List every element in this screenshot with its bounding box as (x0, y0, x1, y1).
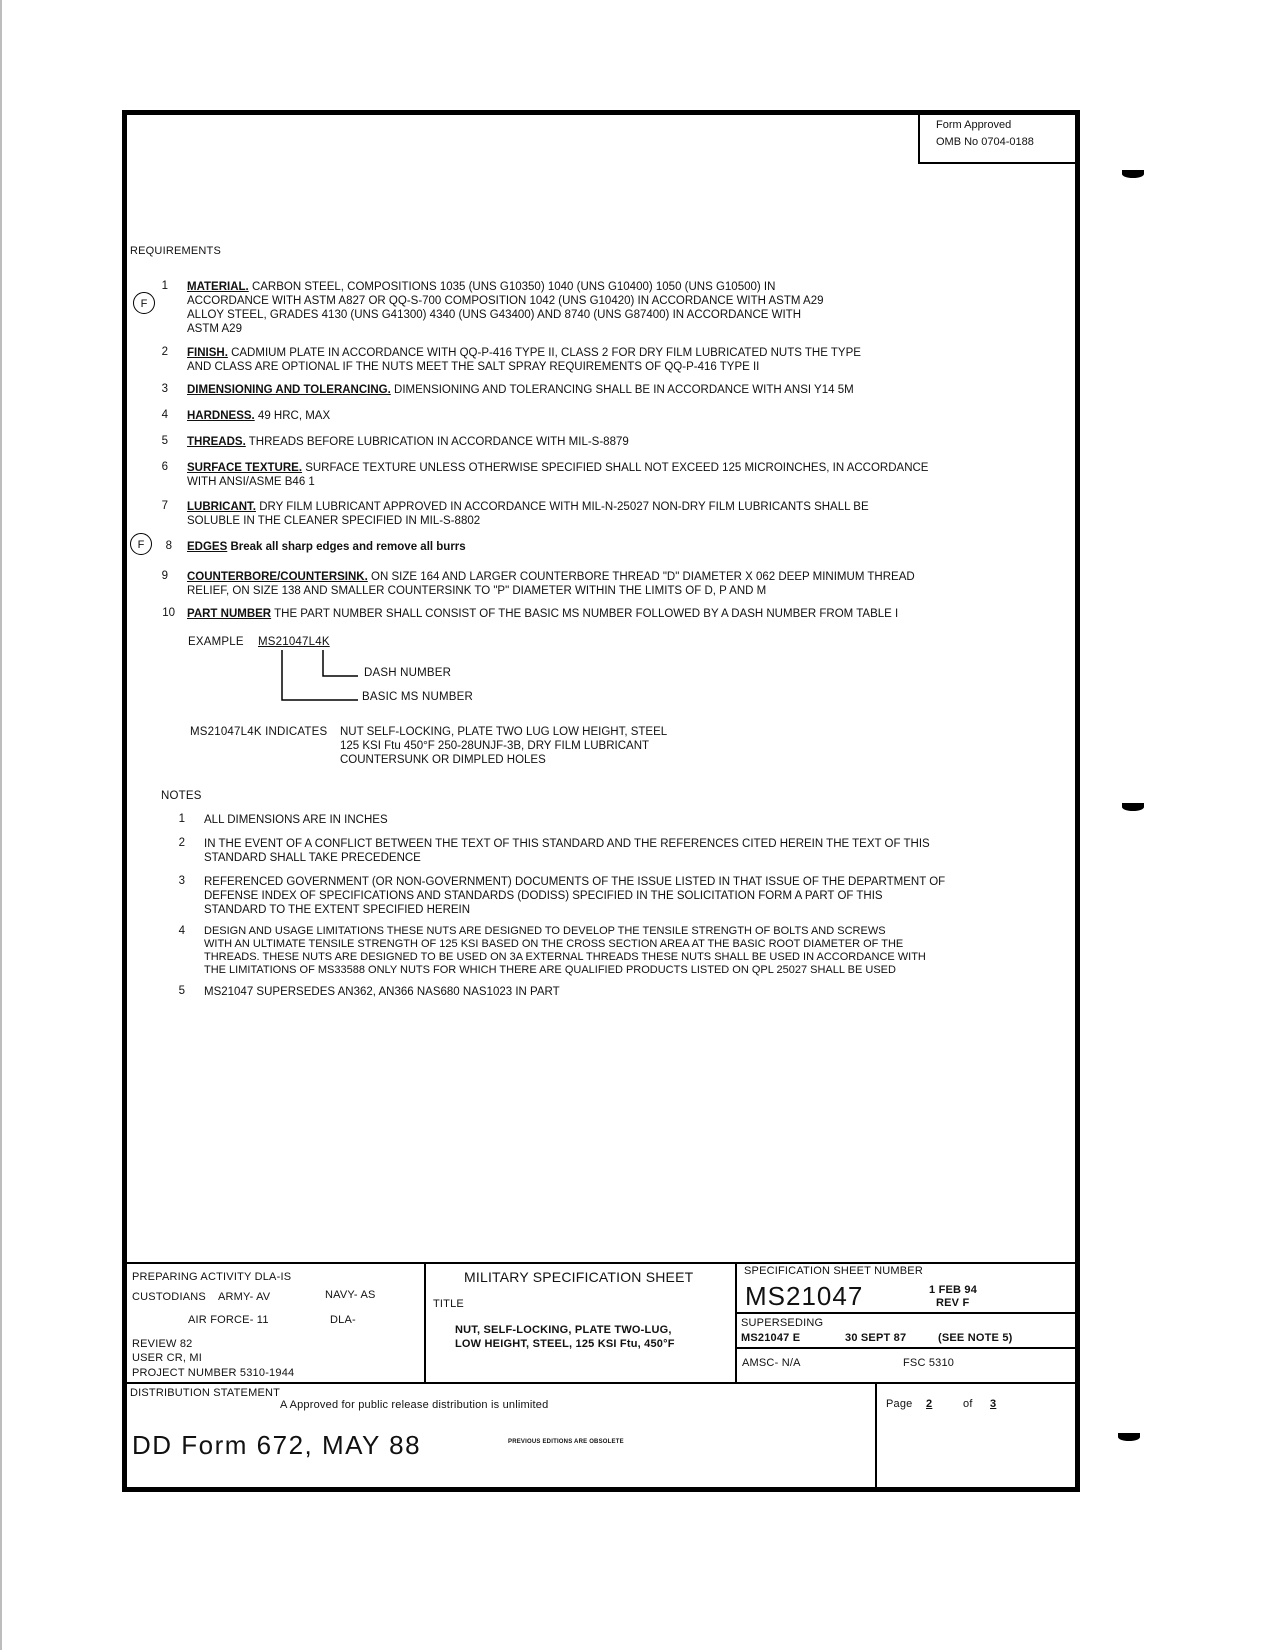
req-3-line-1: DIMENSIONING AND TOLERANCING SHALL BE IN ACCORDANCE WITH ANSI Y14 5M (390, 384, 854, 396)
air-force-custodian: AIR FORCE- 11 (188, 1314, 269, 1326)
requirements-heading: REQUIREMENTS (130, 245, 222, 257)
req-5-text (187, 435, 629, 449)
spec-revision: REV F (936, 1297, 970, 1309)
user-activities: USER CR, MI (132, 1352, 203, 1364)
req-10-line-1: THE PART NUMBER SHALL CONSIST OF THE BASIC MS NUMBER FOLLOWED BY A DASH NUMBER FROM TABLE I (271, 608, 899, 620)
indicates-line-1: NUT SELF-LOCKING, PLATE TWO LUG LOW HEIGHT, STEEL (340, 726, 668, 738)
note-1-text (204, 813, 388, 827)
note-4-line-4: THE LIMITATIONS OF MS33588 ONLY NUTS FOR WHICH THERE ARE QUALIFIED PRODUCTS LISTED ON QPL 25027 SHALL BE USED (204, 964, 896, 976)
spec-sheet-number: MS21047 (745, 1281, 864, 1311)
military-specification-sheet-title: MILITARY SPECIFICATION SHEET (464, 1269, 694, 1285)
previous-editions-note: PREVIOUS EDITIONS ARE OBSOLETE (508, 1439, 624, 1445)
dash-number-label: DASH NUMBER (364, 667, 452, 679)
page-label: Page (886, 1398, 913, 1410)
scan-mark-middle (1122, 803, 1144, 811)
note-4-text (204, 925, 926, 977)
spec-sheet-number-label: SPECIFICATION SHEET NUMBER (744, 1265, 923, 1277)
spec-date: 1 FEB 94 (929, 1284, 978, 1296)
req-2-line-2: AND CLASS ARE OPTIONAL IF THE NUTS MEET THE SALT SPRAY REQUIREMENTS OF QQ-P-416 TYPE II (187, 361, 760, 373)
form-approved-label: Form Approved (936, 119, 1012, 131)
note-3-line-1: REFERENCED GOVERNMENT (OR NON-GOVERNMENT) DOCUMENTS OF THE ISSUE LISTED IN THAT ISSUE OF THE DEPARTMENT OF (204, 876, 946, 888)
req-7-text (187, 500, 869, 528)
req-1-text (187, 280, 823, 336)
req-9-text (187, 570, 915, 598)
note-4-line-2: WITH AN ULTIMATE TENSILE STRENGTH OF 125 KSI BASED ON THE CROSS SECTION AREA AT THE BASIC ROOT DIAMETER OF THE (204, 938, 904, 950)
superseding-label: SUPERSEDING (741, 1317, 824, 1329)
basic-ms-number-label: BASIC MS NUMBER (362, 691, 473, 703)
scan-mark-top (1122, 170, 1144, 178)
amsc: AMSC- N/A (742, 1357, 801, 1369)
note-5-text (204, 985, 560, 999)
req-6-head: SURFACE TEXTURE. (187, 462, 303, 474)
req-2-line-1: CADMIUM PLATE IN ACCORDANCE WITH QQ-P-416 TYPE II, CLASS 2 FOR DRY FILM LUBRICATED NUTS THE TYPE (227, 347, 861, 359)
page-edge (0, 0, 2, 1650)
note-5-number: 5 (178, 985, 185, 997)
indicates-text (340, 725, 667, 767)
preparing-activity: PREPARING ACTIVITY DLA-IS (132, 1271, 292, 1283)
note-4-line-3: THREADS. THESE NUTS ARE DESIGNED TO BE USED ON 3A EXTERNAL THREADS THESE NUTS SHALL BE USED IN ACCORDANCE WITH (204, 951, 926, 963)
army-custodian: ARMY- AV (218, 1291, 271, 1303)
note-2-number: 2 (178, 837, 185, 849)
req-4-line-1: 49 HRC, MAX (254, 410, 331, 422)
req-7-line-1: DRY FILM LUBRICANT APPROVED IN ACCORDANCE WITH MIL-N-25027 NON-DRY FILM LUBRICANTS SHALL BE (256, 501, 869, 513)
note-3-number: 3 (178, 875, 185, 887)
superseding-number: MS21047 E (741, 1332, 801, 1344)
note-1-number: 1 (178, 813, 185, 825)
note-2-text (204, 837, 930, 865)
indicates-line-3: COUNTERSUNK OR DIMPLED HOLES (340, 754, 546, 766)
req-10-number: 10 (162, 607, 175, 619)
review-activities: REVIEW 82 (132, 1338, 193, 1350)
scan-mark-bottom (1118, 1433, 1140, 1441)
req-4-head: HARDNESS. (187, 410, 255, 422)
req-2-head: FINISH. (187, 347, 228, 359)
req-1-line-1: CARBON STEEL, COMPOSITIONS 1035 (UNS G10350) 1040 (UNS G10400) 1050 (UNS G10500) IN (248, 281, 776, 293)
revision-marker-1: F (133, 292, 155, 314)
fsc: FSC 5310 (903, 1357, 955, 1369)
req-8-number: 8 (165, 540, 172, 552)
form-approved-box (918, 112, 1080, 164)
req-9-number: 9 (161, 570, 168, 582)
req-6-text (187, 461, 928, 489)
example-label: EXAMPLE (188, 636, 244, 648)
page-number: 2 (926, 1398, 933, 1410)
note-3-line-3: STANDARD TO THE EXTENT SPECIFIED HEREIN (204, 904, 471, 916)
req-1-number: 1 (161, 280, 168, 292)
req-7-number: 7 (161, 500, 168, 512)
req-4-number: 4 (161, 409, 168, 421)
project-number: PROJECT NUMBER 5310-1944 (132, 1367, 295, 1379)
req-4-text (187, 409, 330, 423)
req-9-head: COUNTERBORE/COUNTERSINK. (187, 571, 368, 583)
custodians-label: CUSTODIANS (132, 1291, 206, 1303)
req-5-number: 5 (161, 435, 168, 447)
page-of-label: of (963, 1398, 973, 1410)
footer-page-divider (875, 1382, 877, 1490)
note-2-line-2: STANDARD SHALL TAKE PRECEDENCE (204, 852, 421, 864)
example-part-number: MS21047L4K (258, 636, 330, 648)
req-3-number: 3 (161, 383, 168, 395)
footer-divider-spec (735, 1312, 1078, 1314)
req-3-text (187, 383, 854, 397)
req-5-head: THREADS. (187, 436, 246, 448)
req-1-line-2: ACCORDANCE WITH ASTM A827 OR QQ-S-700 COMPOSITION 1042 (UNS G10420) IN ACCORDANCE WITH ASTM A29 (187, 295, 824, 307)
note-3-line-2: DEFENSE INDEX OF SPECIFICATIONS AND STANDARDS (DODISS) SPECIFIED IN THE SOLICITATION FORM A PART OF THIS (204, 890, 883, 902)
req-2-text (187, 346, 861, 374)
req-1-line-3: ALLOY STEEL, GRADES 4130 (UNS G41300) 4340 (UNS G43400) AND 8740 (UNS G87400) IN ACCORDANCE WITH (187, 309, 802, 321)
req-7-head: LUBRICANT. (187, 501, 256, 513)
note-1-line-1: ALL DIMENSIONS ARE IN INCHES (204, 814, 388, 826)
title-line-2: LOW HEIGHT, STEEL, 125 KSI Ftu, 450°F (455, 1338, 675, 1350)
req-9-line-1: ON SIZE 164 AND LARGER COUNTERBORE THREAD "D" DIAMETER X 062 DEEP MINIMUM THREAD (367, 571, 915, 583)
dd-form-number: DD Form 672, MAY 88 (132, 1430, 422, 1460)
req-6-number: 6 (161, 461, 168, 473)
indicates-head: MS21047L4K INDICATES (190, 726, 328, 738)
revision-marker-8: F (130, 533, 152, 555)
dla-custodian: DLA- (330, 1314, 356, 1326)
footer-mid-rule (124, 1382, 1078, 1384)
distribution-statement-text: A Approved for public release distribution is unlimited (280, 1399, 549, 1411)
navy-custodian: NAVY- AS (325, 1289, 376, 1301)
distribution-statement-label: DISTRIBUTION STATEMENT (130, 1387, 281, 1399)
req-1-line-4: ASTM A29 (187, 323, 242, 335)
req-7-line-2: SOLUBLE IN THE CLEANER SPECIFIED IN MIL-S-8802 (187, 515, 481, 527)
req-9-line-2: RELIEF, ON SIZE 138 AND SMALLER COUNTERSINK TO "P" DIAMETER WITHIN THE LIMITS OF D, P AND M (187, 585, 767, 597)
footer-top-rule (124, 1262, 1078, 1264)
req-3-head: DIMENSIONING AND TOLERANCING. (187, 384, 391, 396)
req-2-number: 2 (161, 346, 168, 358)
note-4-number: 4 (178, 925, 185, 937)
req-8-line-1: Break all sharp edges and remove all burrs (227, 541, 466, 553)
req-5-line-1: THREADS BEFORE LUBRICATION IN ACCORDANCE WITH MIL-S-8879 (245, 436, 629, 448)
indicates-line-2: 125 KSI Ftu 450°F 250-28UNJF-3B, DRY FILM LUBRICANT (340, 740, 650, 752)
req-6-line-1: SURFACE TEXTURE UNLESS OTHERWISE SPECIFIED SHALL NOT EXCEED 125 MICROINCHES, IN ACCORDANCE (302, 462, 929, 474)
footer-divider-superseding (735, 1347, 1078, 1349)
note-5-line-1: MS21047 SUPERSEDES AN362, AN366 NAS680 NAS1023 IN PART (204, 986, 560, 998)
req-1-head: MATERIAL. (187, 281, 249, 293)
note-4-line-1: DESIGN AND USAGE LIMITATIONS THESE NUTS ARE DESIGNED TO DEVELOP THE TENSILE STRENGTH OF BOLTS AND SCREWS (204, 925, 886, 937)
omb-number: OMB No 0704-0188 (936, 136, 1034, 148)
see-note: (SEE NOTE 5) (938, 1332, 1013, 1344)
notes-heading: NOTES (161, 790, 202, 802)
req-10-text (187, 607, 898, 621)
title-label: TITLE (433, 1298, 464, 1310)
req-10-head: PART NUMBER (187, 608, 272, 620)
req-6-line-2: WITH ANSI/ASME B46 1 (187, 476, 315, 488)
footer-divider-2 (735, 1262, 737, 1382)
superseding-date: 30 SEPT 87 (845, 1332, 907, 1344)
req-8-head: EDGES (187, 541, 228, 553)
title-line-1: NUT, SELF-LOCKING, PLATE TWO-LUG, (455, 1324, 672, 1336)
page-total: 3 (990, 1398, 997, 1410)
footer-divider-1 (424, 1262, 426, 1382)
note-2-line-1: IN THE EVENT OF A CONFLICT BETWEEN THE TEXT OF THIS STANDARD AND THE REFERENCES CITED HEREIN THE TEXT OF THIS (204, 838, 930, 850)
req-8-text (187, 540, 466, 554)
note-3-text (204, 875, 945, 917)
